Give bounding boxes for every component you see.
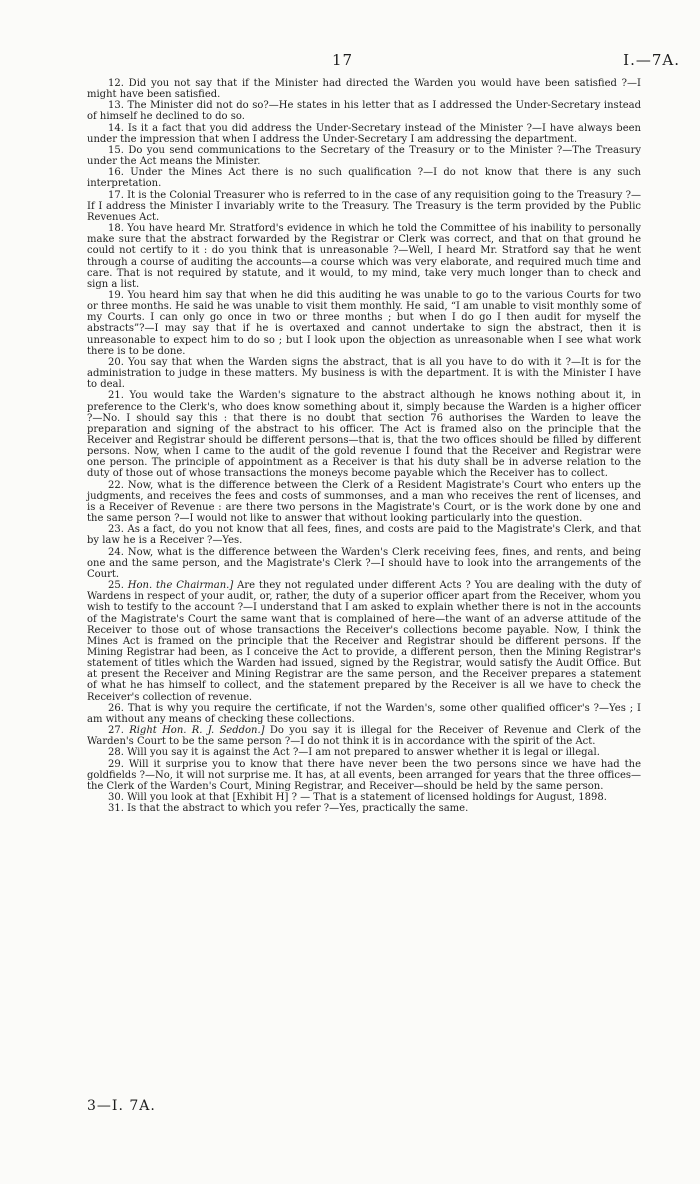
question-number: 25. xyxy=(108,580,128,592)
paragraph-15: 15. Do you send communications to the Secretary of the Treasury or to the Minister ?—The Treasury under the Act means the Minister. xyxy=(87,144,641,168)
paragraph-20: 20. You say that when the Warden signs the abstract, that is all you have to do with it ?—It is for the administration to judge in these matters. My business is with the department. It is with the Minister I have to deal. xyxy=(87,356,641,391)
paragraph-21: 21. You would take the Warden's signature to the abstract although he knows nothing about it, in preference to the Clerk's, who does know something about it, simply because the Warden is a higher officer ?—No. I should say this : that there is no doubt that section 76 authorises the Warden to leave the preparation and signing of the abstract to his officer. The Act is framed also on the principle that the Receiver and Registrar should be different persons—that is, that the two offices should be filled by different persons. Now, when I came to the audit of the gold revenue I found that the Receiver and Registrar were one person. The principle of appointment as a Receiver is that his duty shall be in adverse relation to the duty of those out of whose transactions the moneys become payable which the Receiver has to collect. xyxy=(87,390,641,480)
paragraph-22: 22. Now, what is the difference between the Clerk of a Resident Magistrate's Court who enters up the judgments, and receives the fees and costs of summonses, and a man who receives the rent of licenses, and is a Receiver of Revenue : are there two persons in the Magistrate's Court, or is the work done by one and the same person ?—I would not like to answer that without looking particularly into the question. xyxy=(87,479,641,525)
document-body xyxy=(87,78,641,814)
document-reference: I.—7A. xyxy=(623,51,680,69)
page-number: 17 xyxy=(332,51,354,69)
paragraph-28: 28. Will you say it is against the Act ?—I am not prepared to answer whether it is legal or illegal. xyxy=(108,747,600,759)
paragraph-text: Do you say it is illegal for the Receiver of Revenue and Clerk of the Warden's Court to be the same person ?—I do not think it is in accordance with the spirit of the Act. xyxy=(87,725,641,748)
paragraph-29: 29. Will it surprise you to know that there have never been the two persons since we have had the goldfields ?—No, it will not surprise me. It has, at all events, been arranged for years that the three offices—the Clerk of the Warden's Court, Mining Registrar, and Receiver—should be held by the same person. xyxy=(87,758,641,792)
paragraph-25 xyxy=(87,580,641,703)
paragraph-27 xyxy=(87,725,641,747)
paragraph-23: 23. As a fact, do you not know that all fees, fines, and costs are paid to the Magistrate's Clerk, and that by law he is a Receiver ?—Yes. xyxy=(87,524,641,547)
paragraph-16: 16. Under the Mines Act there is no such qualification ?—I do not know that there is any such interpretation. xyxy=(87,167,641,190)
paragraph-26: 26. That is why you require the certificate, if not the Warden's, some other qualified officer's ?—Yes ; I am without any means of checking these collections. xyxy=(87,702,641,725)
paragraph-24: 24. Now, what is the difference between the Warden's Clerk receiving fees, fines, and rents, and being one and the same person, and the Magistrate's Clerk ?—I should have to look into the arrangements of the Court. xyxy=(87,546,641,580)
paragraph-30: 30. Will you look at that [Exhibit H] ? — That is a statement of licensed holdings for August, 1898. xyxy=(108,792,607,803)
signature-mark: 3—I. 7A. xyxy=(87,1098,156,1114)
paragraph-17: 17. It is the Colonial Treasurer who is referred to in the case of any requisition going to the Treasury ?—If I address the Minister I invariably write to the Treasury. The Treasury is the term provided by the Public Revenues Act. xyxy=(87,189,641,223)
paragraph-text: Are they not regulated under different Acts ? You are dealing with the duty of Wardens in respect of your audit, or, rather, the duty of a superior officer apart from the Receiver, whom you wish to testify to the account ?—I understand that I am asked to explain whether there is not in the accounts of the Magistrate's Court the same want that is complained of here—the want of an adverse attitude of the Receiver to those out of whose transactions the Receiver's collections become payable. Now, I think the Mines Act is framed on the principle that the Receiver and Registrar should be different persons. If the Mining Registrar had been, as I conceive the Act to provide, a different person, then the Mining Registrar's statement of titles which the Warden had issued, signed by the Registrar, would satisfy the Audit Office. But at present the Receiver and Mining Registrar are the same person, and the Receiver prepares a statement of what he has himself to collect, and the statement prepared by the Receiver is all we have to check the Receiver's collection of revenue. xyxy=(87,580,641,703)
speaker-label: Hon. the Chairman.] xyxy=(127,580,234,592)
paragraph-19: 19. You heard him say that when he did this auditing he was unable to go to the various Courts for two or three months. He said he was unable to visit them monthly. He said, “I am unable to visit monthly some of my Courts. I can only go once in two or three months ; but when I do go I then audit for myself the abstracts”?—I may say that if he is overtaxed and cannot undertake to sign the abstract, then it is unreasonable to expect him to do so ; but I look upon the objection as unreasonable when I see what work there is to be done. xyxy=(87,289,641,357)
paragraph-12: 12. Did you not say that if the Minister had directed the Warden you would have been satisfied ?—I might have been satisfied. xyxy=(87,78,641,101)
paragraph-18: 18. You have heard Mr. Stratford's evidence in which he told the Committee of his inability to personally make sure that the abstract forwarded by the Registrar or Clerk was correct, and that on that ground he could not certify to it : do you think that is unreasonable ?—Well, I heard Mr. Stratford say that he went through a course of auditing the accounts—a course which was very elaborate, and required much time and care. That is not required by statute, and it would, to my mind, take very much longer than to check and sign a list. xyxy=(87,223,641,290)
paragraph-14: 14. Is it a fact that you did address the Under-Secretary instead of the Minister ?—I have always been under the impression that when I address the Under-Secretary I am addressing the department. xyxy=(87,122,641,145)
paragraph-13: 13. The Minister did not do so?—He states in his letter that as I addressed the Under-Secretary instead of himself he declined to do so. xyxy=(87,100,641,123)
question-number: 27. xyxy=(108,725,130,737)
speaker-label: Right Hon. R. J. Seddon.] xyxy=(129,725,265,737)
paragraph-31: 31. Is that the abstract to which you refer ?—Yes, practically the same. xyxy=(108,803,469,815)
